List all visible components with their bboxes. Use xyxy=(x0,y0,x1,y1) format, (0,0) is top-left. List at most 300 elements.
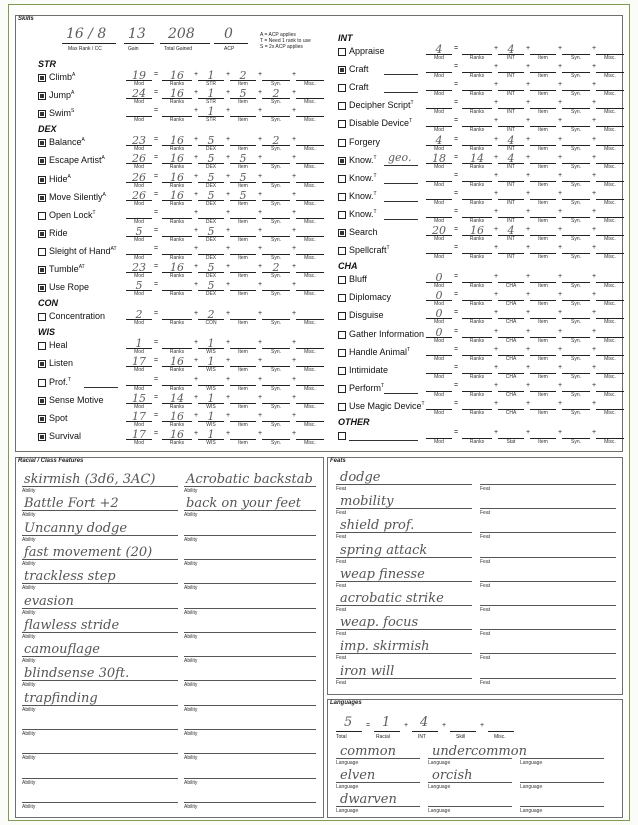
skill-stat-field[interactable] xyxy=(498,290,524,301)
skill-mod-field[interactable] xyxy=(426,399,452,410)
feat-row[interactable] xyxy=(480,567,616,589)
ability-row[interactable] xyxy=(184,496,316,518)
skill-misc-field[interactable] xyxy=(596,243,624,254)
skill-ranks-field[interactable]: 16 xyxy=(162,262,192,273)
skill-mod-field[interactable]: 4 xyxy=(426,135,452,146)
skill-syn-field[interactable] xyxy=(262,375,290,386)
class-skill-checkbox[interactable] xyxy=(38,342,46,350)
skill-item-field[interactable] xyxy=(530,243,556,254)
skill-stat-field[interactable]: 5 xyxy=(198,172,224,183)
skill-syn-field[interactable] xyxy=(562,62,590,73)
skill-mod-field[interactable]: 15 xyxy=(126,393,152,404)
skill-syn-field[interactable] xyxy=(262,226,290,237)
ability-row[interactable] xyxy=(22,594,178,616)
languages-misc-field[interactable] xyxy=(488,718,514,732)
skill-syn-field[interactable] xyxy=(562,399,590,410)
languages-int-field[interactable] xyxy=(412,715,438,732)
languages-skill-field[interactable] xyxy=(450,718,476,732)
skill-ranks-field[interactable] xyxy=(162,208,192,219)
ability-row[interactable] xyxy=(22,715,178,737)
skill-syn-field[interactable] xyxy=(262,338,290,349)
skill-stat-field[interactable]: 5 xyxy=(198,280,224,291)
skill-subtype-line[interactable] xyxy=(384,201,418,202)
skill-ranks-field[interactable]: 14 xyxy=(162,393,192,404)
skill-stat-field[interactable]: 5 xyxy=(198,135,224,146)
skill-item-field[interactable] xyxy=(230,411,256,422)
skill-misc-field[interactable] xyxy=(596,116,624,127)
skill-mod-field[interactable]: 18 xyxy=(426,153,452,164)
gain-field[interactable] xyxy=(124,26,154,44)
skill-ranks-field[interactable] xyxy=(462,98,492,109)
skill-item-field[interactable]: 5 xyxy=(230,190,256,201)
skill-misc-field[interactable] xyxy=(296,429,324,440)
skill-syn-field[interactable] xyxy=(562,308,590,319)
class-skill-checkbox[interactable] xyxy=(38,139,46,147)
skill-ranks-field[interactable] xyxy=(462,135,492,146)
language-row[interactable] xyxy=(520,744,604,766)
class-skill-checkbox[interactable] xyxy=(338,247,346,255)
total-gained-field[interactable] xyxy=(160,26,210,44)
class-skill-checkbox[interactable] xyxy=(338,157,346,165)
skill-ranks-field[interactable] xyxy=(462,80,492,91)
skill-ranks-field[interactable] xyxy=(462,381,492,392)
class-skill-checkbox[interactable] xyxy=(38,194,46,202)
skill-item-field[interactable] xyxy=(530,44,556,55)
skill-ranks-field[interactable] xyxy=(162,375,192,386)
skill-item-field[interactable] xyxy=(530,189,556,200)
skill-ranks-field[interactable] xyxy=(162,106,192,117)
skill-stat-field[interactable]: 5 xyxy=(198,226,224,237)
class-skill-checkbox[interactable] xyxy=(38,157,46,165)
skill-mod-field[interactable]: 0 xyxy=(426,272,452,283)
skill-mod-field[interactable]: 19 xyxy=(126,70,152,81)
class-skill-checkbox[interactable] xyxy=(38,212,46,220)
skill-misc-field[interactable] xyxy=(596,272,624,283)
acp-field[interactable] xyxy=(214,26,248,44)
ability-row[interactable] xyxy=(184,715,316,737)
skill-stat-field[interactable]: 1 xyxy=(198,70,224,81)
feat-row[interactable] xyxy=(480,615,616,637)
skill-misc-field[interactable] xyxy=(296,393,324,404)
skill-subtype-line[interactable] xyxy=(384,219,418,220)
skill-syn-field[interactable] xyxy=(262,70,290,81)
skill-syn-field[interactable] xyxy=(562,171,590,182)
skill-syn-field[interactable] xyxy=(262,153,290,164)
skill-misc-field[interactable] xyxy=(296,226,324,237)
skill-stat-field[interactable] xyxy=(498,98,524,109)
skill-ranks-field[interactable] xyxy=(462,399,492,410)
skill-mod-field[interactable]: 17 xyxy=(126,411,152,422)
feat-row[interactable] xyxy=(480,639,616,661)
ability-row[interactable] xyxy=(184,691,316,713)
skill-misc-field[interactable] xyxy=(296,190,324,201)
feat-row[interactable] xyxy=(480,591,616,613)
class-skill-checkbox[interactable] xyxy=(38,230,46,238)
skill-ranks-field[interactable]: 16 xyxy=(162,190,192,201)
class-skill-checkbox[interactable] xyxy=(338,211,346,219)
skill-mod-field[interactable]: 20 xyxy=(426,225,452,236)
skill-stat-field[interactable] xyxy=(498,243,524,254)
skill-stat-field[interactable]: 1 xyxy=(198,393,224,404)
skill-misc-field[interactable] xyxy=(596,345,624,356)
skill-item-field[interactable] xyxy=(230,338,256,349)
skill-item-field[interactable] xyxy=(230,280,256,291)
skill-item-field[interactable] xyxy=(530,98,556,109)
class-skill-checkbox[interactable] xyxy=(338,331,346,339)
skill-ranks-field[interactable] xyxy=(162,226,192,237)
skill-stat-field[interactable] xyxy=(198,375,224,386)
class-skill-checkbox[interactable] xyxy=(338,48,346,56)
skill-syn-field[interactable] xyxy=(262,190,290,201)
skill-syn-field[interactable] xyxy=(562,98,590,109)
skill-syn-field[interactable] xyxy=(262,356,290,367)
skill-ranks-field[interactable] xyxy=(462,327,492,338)
skill-item-field[interactable]: 5 xyxy=(230,172,256,183)
skill-item-field[interactable] xyxy=(230,309,256,320)
skill-stat-field[interactable] xyxy=(498,345,524,356)
skill-subtype-line[interactable] xyxy=(384,92,418,93)
skill-syn-field[interactable] xyxy=(262,172,290,183)
skill-mod-field[interactable] xyxy=(426,207,452,218)
skill-item-field[interactable] xyxy=(530,428,556,439)
feat-row[interactable] xyxy=(336,567,472,589)
feat-row[interactable] xyxy=(480,543,616,565)
skill-ranks-field[interactable] xyxy=(462,62,492,73)
skill-syn-field[interactable] xyxy=(562,243,590,254)
skill-mod-field[interactable] xyxy=(426,381,452,392)
skill-ranks-field[interactable] xyxy=(462,44,492,55)
skill-item-field[interactable]: 2 xyxy=(230,70,256,81)
skill-item-field[interactable] xyxy=(530,225,556,236)
skill-item-field[interactable] xyxy=(530,171,556,182)
skill-mod-field[interactable] xyxy=(426,243,452,254)
skill-mod-field[interactable]: 1 xyxy=(126,338,152,349)
skill-ranks-field[interactable]: 16 xyxy=(162,356,192,367)
skill-misc-field[interactable] xyxy=(596,153,624,164)
skill-ranks-field[interactable] xyxy=(462,116,492,127)
class-skill-checkbox[interactable] xyxy=(38,397,46,405)
skill-stat-field[interactable] xyxy=(498,207,524,218)
skill-mod-field[interactable]: 5 xyxy=(126,280,152,291)
skill-stat-field[interactable]: 4 xyxy=(498,153,524,164)
skill-syn-field[interactable] xyxy=(562,116,590,127)
skill-stat-field[interactable] xyxy=(498,399,524,410)
class-skill-checkbox[interactable] xyxy=(338,175,346,183)
class-skill-checkbox[interactable] xyxy=(38,360,46,368)
skill-misc-field[interactable] xyxy=(596,189,624,200)
skill-stat-field[interactable]: 1 xyxy=(198,338,224,349)
skill-item-field[interactable] xyxy=(530,327,556,338)
skill-ranks-field[interactable]: 16 xyxy=(162,429,192,440)
language-row[interactable] xyxy=(520,792,604,814)
class-skill-checkbox[interactable] xyxy=(38,176,46,184)
skill-syn-field[interactable] xyxy=(562,345,590,356)
skill-mod-field[interactable] xyxy=(426,98,452,109)
ability-row[interactable] xyxy=(184,594,316,616)
skill-item-field[interactable] xyxy=(230,106,256,117)
class-skill-checkbox[interactable] xyxy=(38,266,46,274)
skill-item-field[interactable] xyxy=(530,272,556,283)
ability-row[interactable] xyxy=(22,666,178,688)
feat-row[interactable] xyxy=(336,470,472,492)
skill-item-field[interactable] xyxy=(530,290,556,301)
skill-mod-field[interactable]: 5 xyxy=(126,226,152,237)
ability-row[interactable] xyxy=(22,788,178,810)
skill-syn-field[interactable] xyxy=(262,244,290,255)
skill-misc-field[interactable] xyxy=(296,356,324,367)
class-skill-checkbox[interactable] xyxy=(338,120,346,128)
languages-racial-field[interactable] xyxy=(374,715,400,732)
skill-mod-field[interactable] xyxy=(426,116,452,127)
skill-syn-field[interactable] xyxy=(562,290,590,301)
skill-ranks-field[interactable] xyxy=(162,338,192,349)
skill-misc-field[interactable] xyxy=(596,363,624,374)
skill-mod-field[interactable]: 24 xyxy=(126,88,152,99)
skill-item-field[interactable] xyxy=(530,135,556,146)
skill-syn-field[interactable] xyxy=(562,135,590,146)
skill-stat-field[interactable]: 1 xyxy=(198,356,224,367)
skill-mod-field[interactable]: 4 xyxy=(426,44,452,55)
ability-row[interactable] xyxy=(184,618,316,640)
class-skill-checkbox[interactable] xyxy=(38,284,46,292)
language-row[interactable] xyxy=(336,744,420,766)
max-rank-field[interactable] xyxy=(62,26,116,44)
skill-stat-field[interactable] xyxy=(498,171,524,182)
class-skill-checkbox[interactable] xyxy=(338,139,346,147)
skill-ranks-field[interactable] xyxy=(462,189,492,200)
skill-stat-field[interactable]: 2 xyxy=(198,309,224,320)
skill-item-field[interactable] xyxy=(530,207,556,218)
skill-stat-field[interactable] xyxy=(498,80,524,91)
skill-mod-field[interactable] xyxy=(426,62,452,73)
ability-row[interactable] xyxy=(22,739,178,761)
skill-mod-field[interactable]: 26 xyxy=(126,153,152,164)
skill-mod-field[interactable]: 0 xyxy=(426,327,452,338)
skill-stat-field[interactable] xyxy=(498,272,524,283)
class-skill-checkbox[interactable] xyxy=(338,193,346,201)
ability-row[interactable] xyxy=(184,521,316,543)
skill-ranks-field[interactable]: 14 xyxy=(462,153,492,164)
skill-misc-field[interactable] xyxy=(296,70,324,81)
skill-ranks-field[interactable]: 16 xyxy=(162,411,192,422)
class-skill-checkbox[interactable] xyxy=(338,367,346,375)
skill-stat-field[interactable] xyxy=(498,381,524,392)
skill-item-field[interactable]: 5 xyxy=(230,88,256,99)
skill-stat-field[interactable]: 1 xyxy=(198,429,224,440)
skill-mod-field[interactable] xyxy=(126,244,152,255)
skill-stat-field[interactable]: 4 xyxy=(498,225,524,236)
skill-subtype-line[interactable] xyxy=(384,183,418,184)
skill-misc-field[interactable] xyxy=(296,244,324,255)
skill-mod-field[interactable]: 0 xyxy=(426,308,452,319)
skill-misc-field[interactable] xyxy=(596,135,624,146)
skill-stat-field[interactable] xyxy=(498,116,524,127)
skill-ranks-field[interactable] xyxy=(162,309,192,320)
skill-stat-field[interactable]: 5 xyxy=(198,190,224,201)
skill-item-field[interactable] xyxy=(530,363,556,374)
skill-syn-field[interactable] xyxy=(562,80,590,91)
skill-item-field[interactable] xyxy=(530,62,556,73)
skill-stat-field[interactable] xyxy=(498,308,524,319)
feat-row[interactable] xyxy=(336,543,472,565)
language-row[interactable] xyxy=(428,792,512,814)
skill-misc-field[interactable] xyxy=(596,44,624,55)
ability-row[interactable] xyxy=(22,642,178,664)
skill-ranks-field[interactable] xyxy=(462,428,492,439)
skill-stat-field[interactable] xyxy=(498,62,524,73)
skill-mod-field[interactable]: 17 xyxy=(126,356,152,367)
skill-subtype-line[interactable] xyxy=(349,440,418,441)
class-skill-checkbox[interactable] xyxy=(38,110,46,118)
ability-row[interactable] xyxy=(22,521,178,543)
feat-row[interactable] xyxy=(336,664,472,686)
feat-row[interactable] xyxy=(480,518,616,540)
skill-item-field[interactable] xyxy=(230,429,256,440)
skill-syn-field[interactable] xyxy=(262,393,290,404)
skill-misc-field[interactable] xyxy=(296,135,324,146)
skill-item-field[interactable]: 5 xyxy=(230,153,256,164)
class-skill-checkbox[interactable] xyxy=(338,349,346,357)
skill-misc-field[interactable] xyxy=(296,280,324,291)
skill-misc-field[interactable] xyxy=(596,399,624,410)
skill-misc-field[interactable] xyxy=(596,171,624,182)
feat-row[interactable] xyxy=(336,639,472,661)
skill-syn-field[interactable] xyxy=(562,189,590,200)
skill-ranks-field[interactable] xyxy=(462,243,492,254)
skill-mod-field[interactable] xyxy=(126,208,152,219)
ability-row[interactable] xyxy=(184,569,316,591)
skill-ranks-field[interactable] xyxy=(462,171,492,182)
skill-mod-field[interactable]: 26 xyxy=(126,172,152,183)
skill-misc-field[interactable] xyxy=(296,309,324,320)
class-skill-checkbox[interactable] xyxy=(38,415,46,423)
skill-misc-field[interactable] xyxy=(596,62,624,73)
skill-syn-field[interactable] xyxy=(562,428,590,439)
skill-subtype-line[interactable] xyxy=(384,393,418,394)
skill-item-field[interactable] xyxy=(230,375,256,386)
skill-misc-field[interactable] xyxy=(596,290,624,301)
skill-mod-field[interactable] xyxy=(426,80,452,91)
skill-syn-field[interactable] xyxy=(262,106,290,117)
language-row[interactable] xyxy=(428,744,527,766)
class-skill-checkbox[interactable] xyxy=(338,102,346,110)
skill-item-field[interactable] xyxy=(530,399,556,410)
skill-subtype-line[interactable] xyxy=(84,387,118,388)
skill-syn-field[interactable] xyxy=(262,411,290,422)
class-skill-checkbox[interactable] xyxy=(38,248,46,256)
feat-row[interactable] xyxy=(336,615,472,637)
skill-item-field[interactable] xyxy=(530,80,556,91)
feat-row[interactable] xyxy=(336,494,472,516)
skill-mod-field[interactable] xyxy=(426,363,452,374)
skill-ranks-field[interactable]: 16 xyxy=(462,225,492,236)
skill-item-field[interactable] xyxy=(530,153,556,164)
skill-ranks-field[interactable]: 16 xyxy=(162,135,192,146)
skill-syn-field[interactable]: 2 xyxy=(262,135,290,146)
skill-ranks-field[interactable] xyxy=(162,244,192,255)
languages-total-field[interactable] xyxy=(336,715,362,732)
skill-ranks-field[interactable]: 16 xyxy=(162,88,192,99)
feat-row[interactable] xyxy=(336,518,472,540)
skill-mod-field[interactable]: 23 xyxy=(126,135,152,146)
skill-ranks-field[interactable]: 16 xyxy=(162,172,192,183)
skill-stat-field[interactable] xyxy=(498,428,524,439)
skill-syn-field[interactable] xyxy=(262,208,290,219)
skill-subtype-line[interactable] xyxy=(384,74,418,75)
skill-item-field[interactable] xyxy=(230,262,256,273)
class-skill-checkbox[interactable] xyxy=(338,432,346,440)
class-skill-checkbox[interactable] xyxy=(38,92,46,100)
skill-syn-field[interactable] xyxy=(562,153,590,164)
ability-row[interactable] xyxy=(184,764,316,786)
skill-ranks-field[interactable] xyxy=(162,280,192,291)
skill-stat-field[interactable] xyxy=(498,327,524,338)
skill-syn-field[interactable] xyxy=(562,327,590,338)
skill-misc-field[interactable] xyxy=(596,428,624,439)
ability-row[interactable] xyxy=(184,472,316,494)
feat-row[interactable] xyxy=(336,591,472,613)
skill-misc-field[interactable] xyxy=(596,308,624,319)
skill-ranks-field[interactable]: 16 xyxy=(162,70,192,81)
class-skill-checkbox[interactable] xyxy=(38,379,46,387)
class-skill-checkbox[interactable] xyxy=(338,66,346,74)
skill-mod-field[interactable] xyxy=(426,171,452,182)
skill-ranks-field[interactable] xyxy=(462,308,492,319)
skill-mod-field[interactable]: 17 xyxy=(126,429,152,440)
ability-row[interactable] xyxy=(22,764,178,786)
skill-item-field[interactable] xyxy=(230,244,256,255)
ability-row[interactable] xyxy=(184,666,316,688)
ability-row[interactable] xyxy=(22,691,178,713)
class-skill-checkbox[interactable] xyxy=(338,84,346,92)
skill-ranks-field[interactable]: 16 xyxy=(162,153,192,164)
skill-syn-field[interactable] xyxy=(562,44,590,55)
skill-misc-field[interactable] xyxy=(296,153,324,164)
skill-misc-field[interactable] xyxy=(596,327,624,338)
class-skill-checkbox[interactable] xyxy=(338,229,346,237)
skill-stat-field[interactable] xyxy=(498,363,524,374)
feat-row[interactable] xyxy=(480,470,616,492)
skill-misc-field[interactable] xyxy=(596,381,624,392)
ability-row[interactable] xyxy=(22,496,178,518)
skill-misc-field[interactable] xyxy=(596,207,624,218)
ability-row[interactable] xyxy=(184,545,316,567)
skill-mod-field[interactable] xyxy=(426,345,452,356)
language-row[interactable] xyxy=(336,768,420,790)
skill-syn-field[interactable] xyxy=(562,272,590,283)
skill-stat-field[interactable]: 1 xyxy=(198,88,224,99)
ability-row[interactable] xyxy=(22,472,178,494)
class-skill-checkbox[interactable] xyxy=(38,433,46,441)
skill-stat-field[interactable]: 4 xyxy=(498,135,524,146)
skill-mod-field[interactable]: 0 xyxy=(426,290,452,301)
skill-misc-field[interactable] xyxy=(296,172,324,183)
skill-misc-field[interactable] xyxy=(296,338,324,349)
class-skill-checkbox[interactable] xyxy=(338,312,346,320)
class-skill-checkbox[interactable] xyxy=(338,294,346,302)
skill-mod-field[interactable]: 2 xyxy=(126,309,152,320)
class-skill-checkbox[interactable] xyxy=(338,276,346,284)
class-skill-checkbox[interactable] xyxy=(38,313,46,321)
language-row[interactable] xyxy=(520,768,604,790)
skill-stat-field[interactable]: 1 xyxy=(198,411,224,422)
skill-item-field[interactable] xyxy=(230,208,256,219)
skill-syn-field[interactable] xyxy=(562,207,590,218)
skill-stat-field[interactable] xyxy=(198,244,224,255)
skill-mod-field[interactable]: 26 xyxy=(126,190,152,201)
skill-stat-field[interactable]: 5 xyxy=(198,153,224,164)
skill-stat-field[interactable]: 1 xyxy=(198,106,224,117)
